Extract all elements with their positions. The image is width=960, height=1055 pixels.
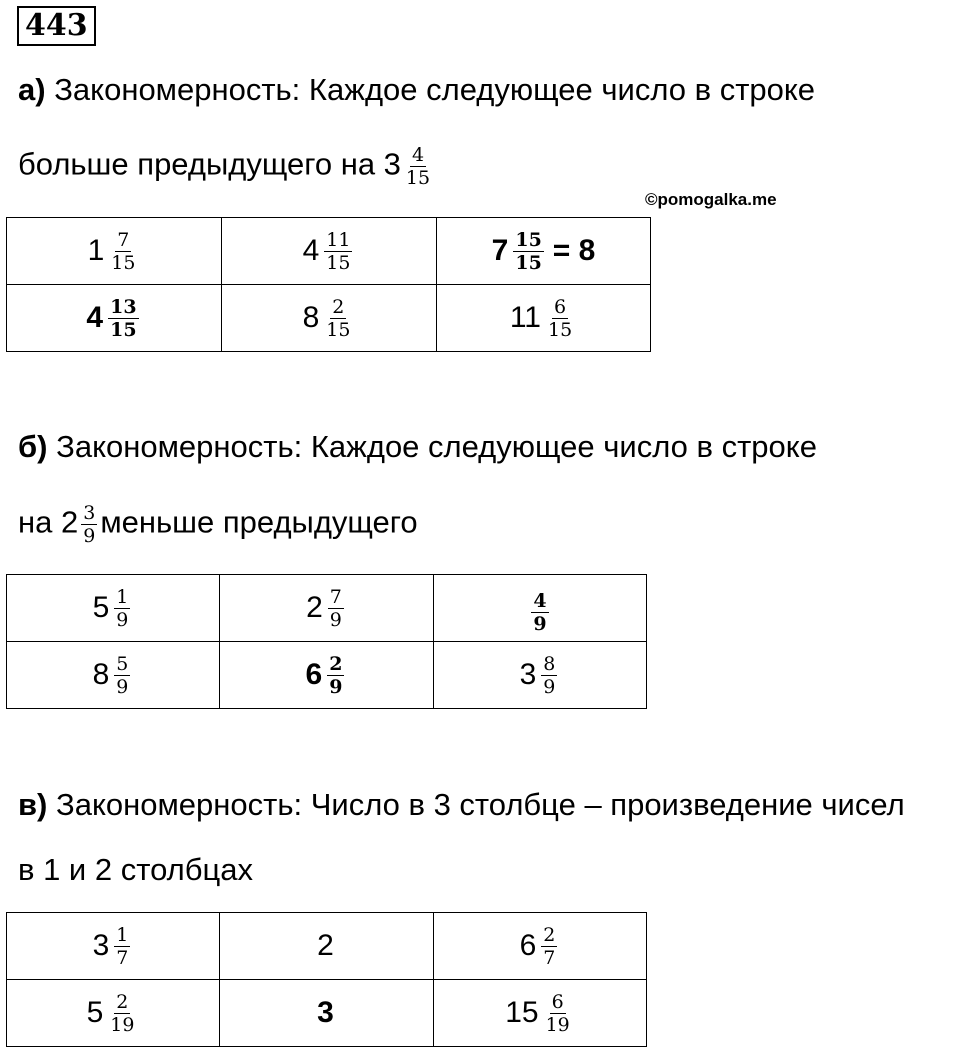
table-cell <box>7 575 220 642</box>
fraction <box>114 586 130 631</box>
mixed-number <box>505 991 575 1036</box>
section-c-label: в) <box>18 787 48 822</box>
mixed-number <box>317 996 336 1030</box>
fraction-denominator: 9 <box>116 675 129 698</box>
fraction-denominator: 15 <box>326 251 351 274</box>
mixed-number <box>306 586 347 631</box>
table-cell <box>437 285 651 352</box>
fraction-denominator: 15 <box>547 318 573 341</box>
section-b-step-fraction: $\frac{3}{9}$ <box>83 502 96 547</box>
fraction-numerator: 2 <box>329 652 343 675</box>
table-cell <box>7 913 220 980</box>
whole-part: 7 <box>491 234 509 267</box>
whole-part: 3 <box>519 658 537 691</box>
fraction-numerator: 2 <box>332 295 345 318</box>
fraction-denominator: 9 <box>543 675 556 698</box>
mixed-number <box>303 229 356 274</box>
fraction-numerator: 13 <box>110 295 137 318</box>
table-b <box>6 574 647 709</box>
table-cell <box>434 642 647 709</box>
mixed-number <box>510 296 577 341</box>
mixed-number <box>520 924 561 969</box>
fraction-denominator: 7 <box>116 946 129 969</box>
fraction <box>114 924 130 969</box>
fraction-denominator: 15 <box>111 251 136 274</box>
fraction-numerator: 11 <box>326 228 351 251</box>
table-a <box>6 217 651 352</box>
fraction <box>324 296 352 341</box>
fraction-denominator: 9 <box>329 675 343 698</box>
fraction-numerator: 2 <box>543 923 556 946</box>
whole-part: 8 <box>92 658 110 691</box>
fraction-denominator: 7 <box>543 946 556 969</box>
table-cell <box>220 642 434 709</box>
problem-number: 443 <box>17 6 96 46</box>
whole-part: 15 <box>505 996 539 1029</box>
section-c-line1 <box>18 785 905 825</box>
table-cell <box>222 285 437 352</box>
section-a-label: а) <box>18 72 46 107</box>
table-cell <box>434 980 647 1047</box>
fraction-denominator: 9 <box>533 613 547 635</box>
table-cell <box>7 218 222 285</box>
mixed-number <box>87 991 140 1036</box>
mixed-number <box>93 924 134 969</box>
whole-part: 8 <box>302 301 320 334</box>
section-c-line2: в 1 и 2 столбцах <box>18 852 253 887</box>
whole-part: 6 <box>519 929 537 962</box>
fraction <box>324 229 352 274</box>
table-row <box>7 980 647 1047</box>
fraction-numerator: 6 <box>554 295 567 318</box>
fraction-numerator: 2 <box>116 990 129 1013</box>
equals-result: = 8 <box>552 234 596 267</box>
whole-part: 6 <box>305 658 323 691</box>
whole-part: 2 <box>306 591 323 624</box>
table-row <box>7 575 647 642</box>
table-cell <box>437 218 651 285</box>
fraction-numerator: 1 <box>116 923 129 946</box>
watermark: ©pomogalka.me <box>645 190 777 209</box>
section-b-line2 <box>18 502 418 547</box>
mixed-number <box>492 229 596 274</box>
fraction-denominator: 19 <box>545 1013 570 1036</box>
whole-part: 1 <box>87 234 105 267</box>
table-cell <box>222 218 437 285</box>
whole-part: 2 <box>317 929 334 962</box>
table-row <box>7 285 651 352</box>
fraction-denominator: 15 <box>326 318 351 341</box>
fraction <box>541 924 557 969</box>
fraction-numerator: 7 <box>117 228 130 251</box>
section-c-text: Закономерность: Число в 3 столбце – произведение чисел <box>56 787 905 822</box>
mixed-number <box>303 296 356 341</box>
fraction-numerator: 4 <box>533 590 547 612</box>
table-cell <box>434 575 647 642</box>
whole-part: 4 <box>86 301 104 334</box>
table-cell <box>7 642 220 709</box>
mixed-number <box>93 586 134 631</box>
fraction-numerator: 7 <box>329 585 342 608</box>
fraction <box>328 586 344 631</box>
whole-part: 5 <box>92 591 110 624</box>
fraction <box>546 296 574 341</box>
fraction-denominator: 15 <box>110 318 137 341</box>
section-a-step-fraction: $\frac{4}{15}$ <box>405 144 431 189</box>
section-a-line2-text: больше предыдущего на 3 <box>18 146 401 182</box>
whole-part: 5 <box>86 996 104 1029</box>
mixed-number <box>93 653 134 698</box>
fraction-numerator: 6 <box>551 990 564 1013</box>
section-b-line1 <box>18 427 817 467</box>
section-b-label: б) <box>18 429 48 464</box>
mixed-number <box>88 229 141 274</box>
mixed-number <box>528 590 551 635</box>
fraction-denominator: 9 <box>116 608 129 631</box>
table-cell <box>220 913 434 980</box>
table-row <box>7 913 647 980</box>
mixed-number <box>306 653 348 698</box>
mixed-number <box>317 929 336 963</box>
section-a-line2 <box>18 144 435 189</box>
section-b-suffix: меньше предыдущего <box>100 504 418 540</box>
table-cell <box>434 913 647 980</box>
fraction-numerator: 5 <box>116 652 129 675</box>
fraction-numerator: 8 <box>543 652 556 675</box>
whole-part: 11 <box>509 301 541 334</box>
section-a-line1 <box>18 70 815 110</box>
fraction <box>541 653 557 698</box>
whole-part: 3 <box>317 996 334 1029</box>
fraction <box>513 229 543 274</box>
fraction <box>327 653 344 698</box>
fraction-numerator: 15 <box>515 228 542 251</box>
fraction <box>109 229 137 274</box>
table-row <box>7 642 647 709</box>
table-cell <box>7 285 222 352</box>
section-b-prefix: на 2 <box>18 504 79 540</box>
mixed-number <box>86 296 141 341</box>
fraction <box>108 991 136 1036</box>
fraction-denominator: 15 <box>515 251 542 274</box>
fraction-numerator: 1 <box>116 585 129 608</box>
section-b-text: Закономерность: Каждое следующее число в строке <box>56 429 817 464</box>
table-cell <box>220 980 434 1047</box>
fraction-denominator: 19 <box>110 1013 135 1036</box>
fraction <box>108 296 138 341</box>
whole-part: 4 <box>302 234 320 267</box>
table-row <box>7 218 651 285</box>
section-a-text: Закономерность: Каждое следующее число в строке <box>54 72 816 107</box>
fraction <box>531 590 548 635</box>
table-c <box>6 912 647 1047</box>
fraction-denominator: 9 <box>329 608 342 631</box>
table-cell <box>220 575 434 642</box>
mixed-number <box>520 653 561 698</box>
table-cell <box>7 980 220 1047</box>
whole-part: 3 <box>92 929 110 962</box>
fraction <box>544 991 572 1036</box>
fraction <box>114 653 130 698</box>
